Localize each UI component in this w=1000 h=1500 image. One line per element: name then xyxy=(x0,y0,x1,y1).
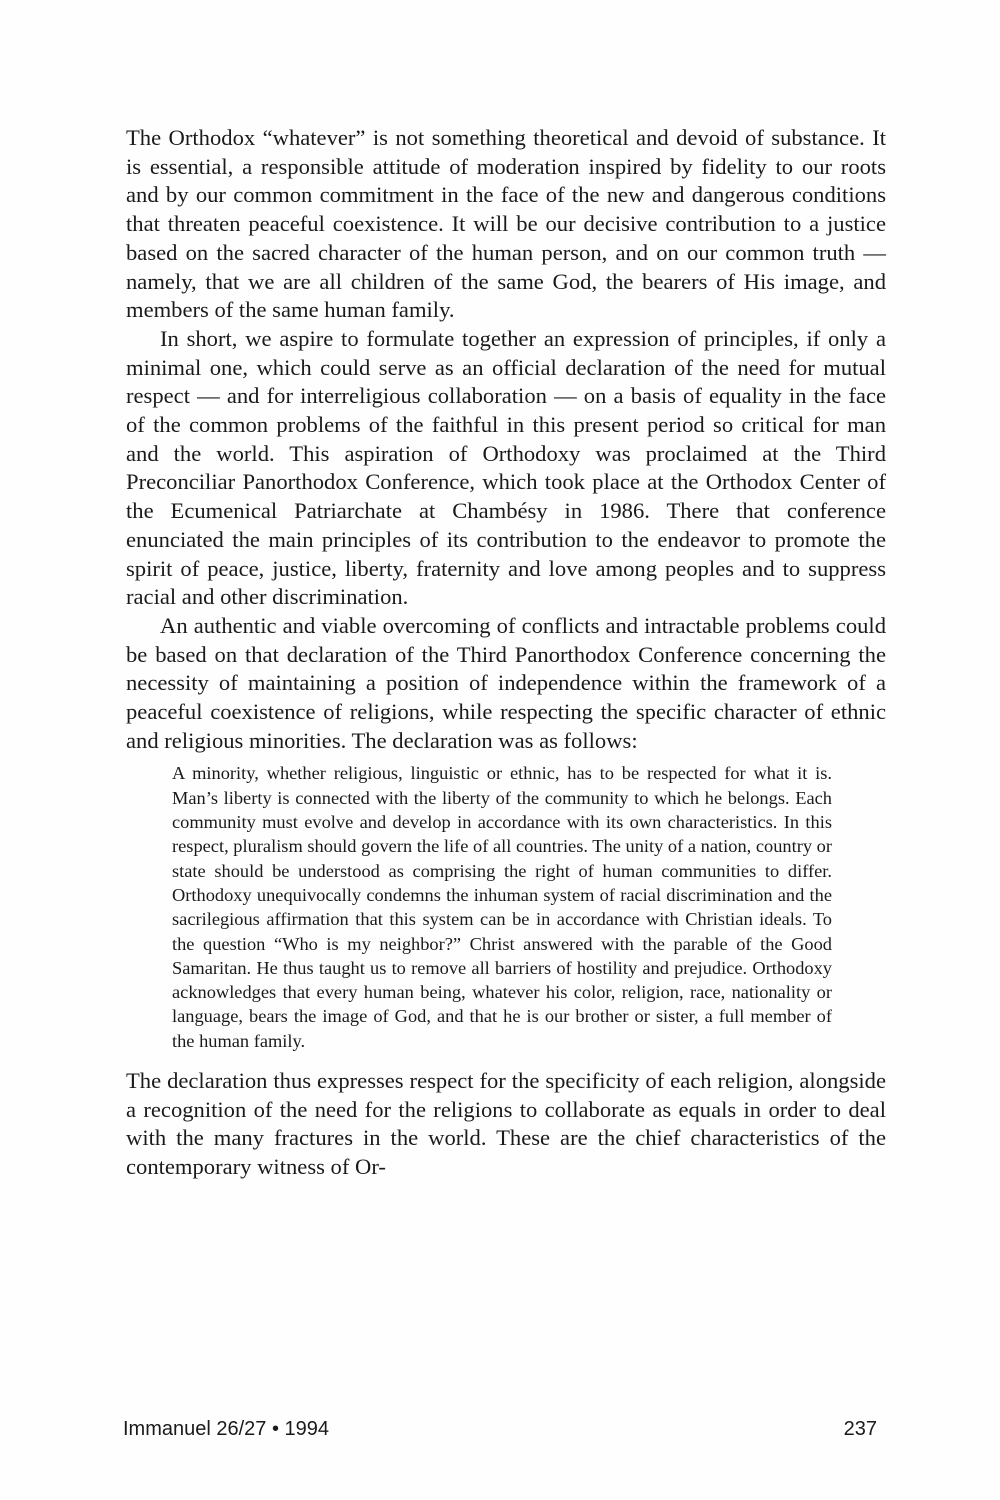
paragraph: The declaration thus expresses respect for the specificity of each religion, alongside a recognition of the need for the religions to collaborate as equals in order to deal with the many fractures in the world. These are the chief characteristics of the contemporary witness of Or- xyxy=(126,1068,886,1180)
page-number: 237 xyxy=(843,1418,877,1440)
journal-citation: Immanuel 26/27 • 1994 xyxy=(123,1418,330,1440)
page-footer xyxy=(123,1418,877,1441)
block-quote: A minority, whether religious, linguistic or ethnic, has to be respected for what it is. Man’s liberty is connected with the liberty of the community to which he belongs. Each community must evolve and develop in accordance with its own characteristics. In this respect, pluralism should govern the life of all countries. The unity of a nation, country or state should be understood as comprising the right of human communities to differ. Orthodoxy unequivocally condemns the inhuman system of racial discrimination and the sacrilegious affirmation that this system can be in accordance with Christian ideals. To the question “Who is my neighbor?” Christ answered with the parable of the Good Samaritan. He thus taught us to remove all barriers of hostility and prejudice. Orthodoxy acknowledges that every human being, whatever his color, religion, race, nationality or language, bears the image of God, and that he is our brother or sister, a full member of the human family. xyxy=(172,763,832,1051)
paragraph: An authentic and viable overcoming of conflicts and intractable problems could be based on that declaration of the Third Panorthodox Conference concerning the necessity of maintaining a position of independence within the framework of a peaceful coexistence of religions, while respecting the specific character of ethnic and religious minorities. The declaration was as follows: xyxy=(126,612,886,753)
paragraph: In short, we aspire to formulate together an expression of principles, if only a minimal one, which could serve as an official declaration of the need for mutual respect — and for interreligious collaboration — on a basis of equality in the face of the common problems of the faithful in this present period so critical for man and the world. This aspiration of Orthodoxy was proclaimed at the Third Preconciliar Panorthodox Conference, which took place at the Orthodox Center of the Ecumenical Patriarchate at Chambésy in 1986. There that conference enunciated the main principles of its contribution to the endeavor to promote the spirit of peace, justice, liberty, fraternity and love among peoples and to suppress racial and other discrimination. xyxy=(126,325,886,610)
article-body xyxy=(126,124,886,1182)
paragraph: The Orthodox “whatever” is not something theoretical and devoid of substance. It is essential, a responsible attitude of moderation inspired by fidelity to our roots and by our common commitment in the face of the new and dangerous conditions that threaten peaceful coexistence. It will be our decisive contribution to a justice based on the sacred character of the human person, and on our common truth — namely, that we are all children of the same God, the bearers of His image, and members of the same human family. xyxy=(126,125,886,323)
